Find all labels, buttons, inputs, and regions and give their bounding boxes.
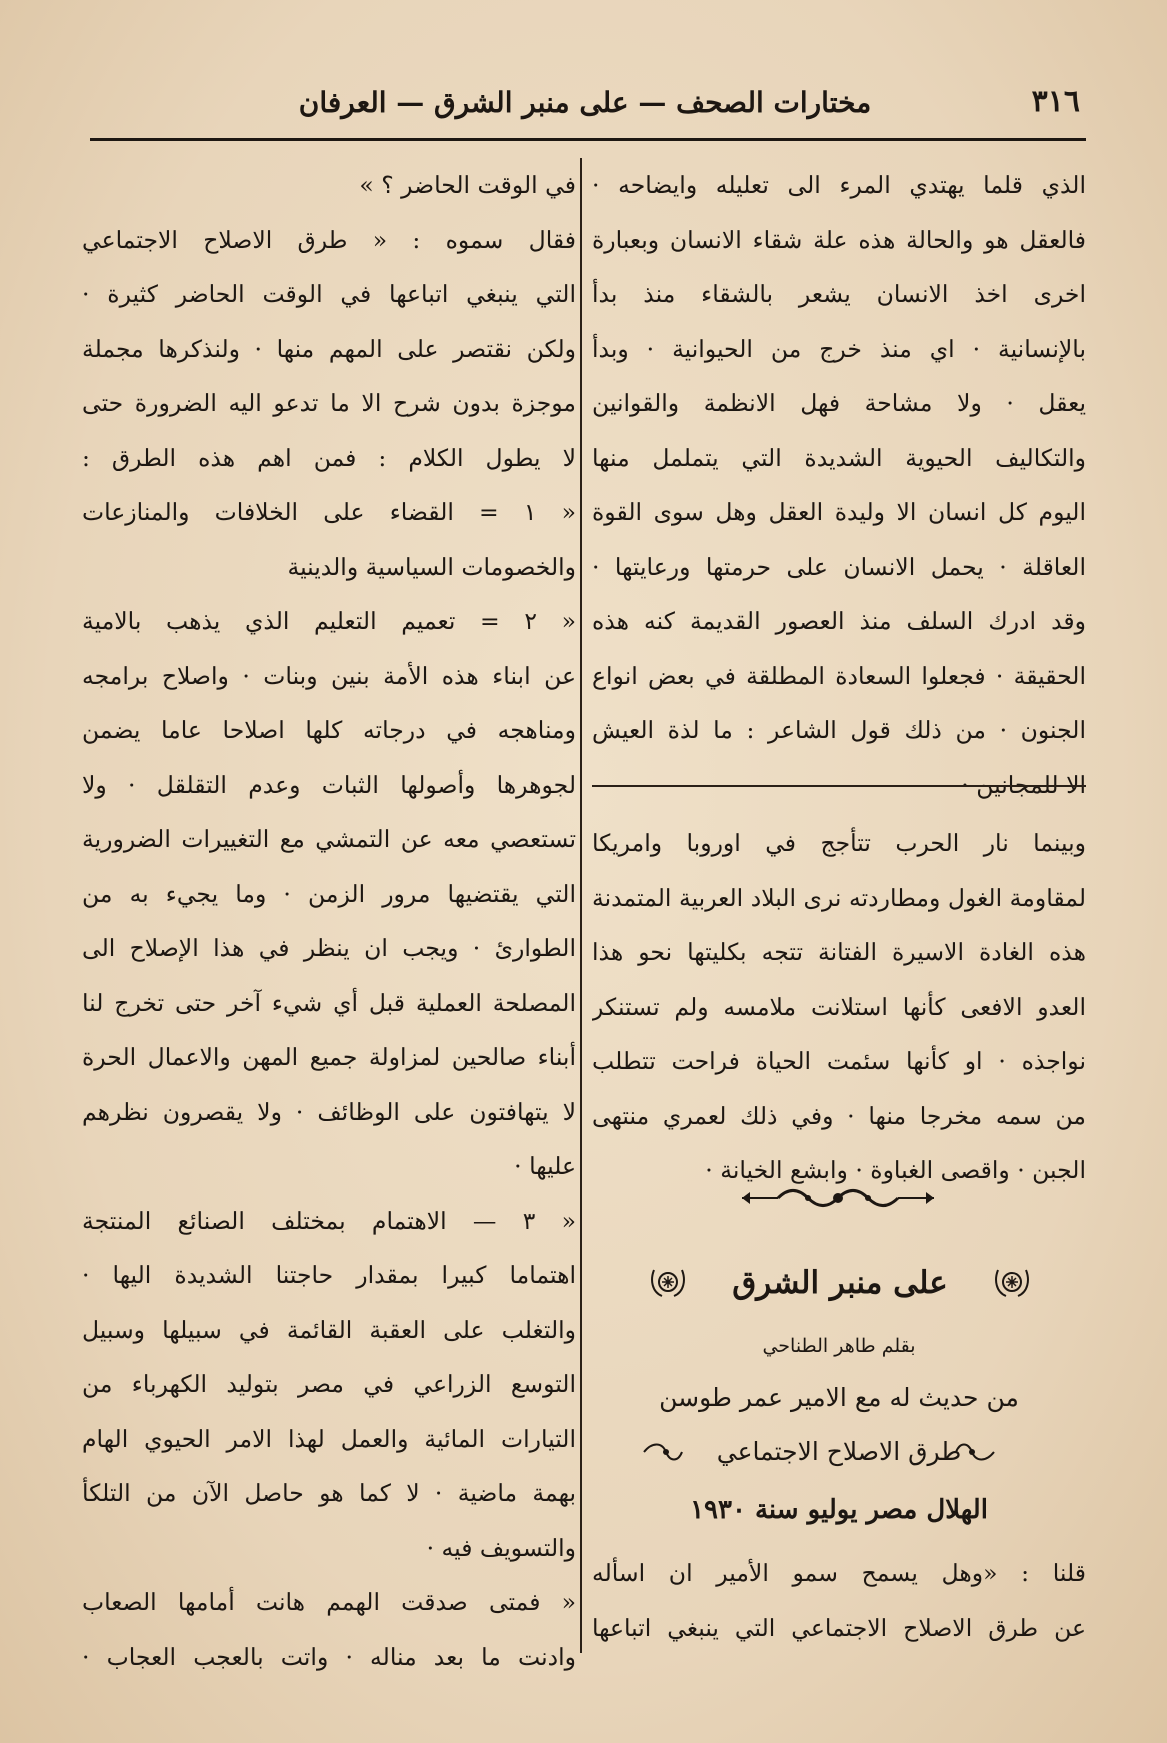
text-line: الطوارئ · ويجب ان ينظر في هذا الإصلاح الى	[82, 934, 576, 962]
text-line: فالعقل هو والحالة هذه علة شقاء الانسان وبعبارة	[592, 225, 1086, 254]
text-line: وبينما نار الحرب تتأجج في اوروبا وامريكا	[592, 829, 1086, 857]
article-subhead: من حديث له مع الامير عمر طوسن	[659, 1383, 1019, 1412]
flourish-icon	[642, 1440, 684, 1464]
page-number: ٣١٦	[1031, 84, 1080, 119]
text-line: وادنت ما بعد مناله · واتت بالعجب العجاب ·	[82, 1642, 576, 1671]
text-line: لمقاومة الغول ومطاردته نرى البلاد العربية المتمدنة	[592, 883, 1086, 912]
text-line: وقد ادرك السلف منذ العصور القديمة كنه هذه	[592, 607, 1086, 635]
text-line: موجزة بدون شرح الا ما تدعو اليه الضرورة حتى	[82, 389, 576, 417]
header-rule	[90, 138, 1086, 141]
section-divider	[592, 785, 1086, 787]
text-line: لا يطول الكلام : فمن اهم هذه الطرق :	[82, 443, 576, 472]
text-line: التوسع الزراعي في مصر بتوليد الكهرباء من	[82, 1370, 576, 1398]
text-line: المصلحة العملية قبل أي شيء آخر حتى تخرج لنا	[82, 988, 576, 1017]
text-line: فقال سموه : « طرق الاصلاح الاجتماعي	[82, 225, 576, 254]
text-line: بالإنسانية · اي منذ خرج من الحيوانية · وبدأ	[592, 334, 1086, 363]
text-line: الجنون · من ذلك قول الشاعر : ما لذة العيش	[592, 716, 1086, 744]
flourish-icon	[648, 1262, 688, 1302]
text-line: الا للمجانين ·	[961, 770, 1086, 799]
article-title: على منبر الشرق	[732, 1265, 948, 1301]
text-line: قلنا : «وهل يسمح سمو الأمير ان اسأله	[592, 1559, 1086, 1587]
byline: بقلم طاهر الطناحي	[762, 1335, 916, 1357]
text-line: عن ابناء هذه الأمة بنين وبنات · واصلاح برامجه	[82, 661, 576, 690]
text-line: ولكن نقتصر على المهم منها · ولنذكرها مجملة	[82, 334, 576, 363]
flourish-icon	[992, 1262, 1032, 1302]
text-line: والتكاليف الحيوية الشديدة التي يتململ منها	[592, 443, 1086, 472]
article-topic	[592, 1426, 1086, 1478]
text-line: يعقل · ولا مشاحة فهل الانظمة والقوانين	[592, 389, 1086, 417]
text-line: التي ينبغي اتباعها في الوقت الحاضر كثيرة ·	[82, 280, 576, 308]
text-line: العاقلة · يحمل الانسان على حرمتها ورعايتها ·	[592, 552, 1086, 581]
text-line: عليها ·	[514, 1152, 576, 1180]
text-line: والخصومات السياسية والدينية	[287, 552, 576, 581]
text-line: عن طرق الاصلاح الاجتماعي التي ينبغي اتباعها	[592, 1613, 1086, 1642]
text-line: العدو الافعى كأنها استلانت ملامسه ولم تستنكر	[592, 992, 1086, 1021]
source-citation: الهلال مصر يوليو سنة ١٩٣٠	[690, 1495, 988, 1525]
page-header	[90, 78, 1080, 136]
text-line: اخرى اخذ الانسان يشعر بالشقاء منذ بدأ	[592, 280, 1086, 308]
text-line: أبناء صالحين لمزاولة جميع المهن والاعمال الحرة	[82, 1043, 576, 1071]
text-line: تستعصي معه عن التمشي مع التغييرات الضرورية	[82, 825, 576, 853]
left-column	[82, 158, 576, 1671]
text-line: « ١ = القضاء على الخلافات والمنازعات	[82, 498, 576, 526]
text-line: هذه الغادة الاسيرة الفتانة تتجه بكليتها نحو هذا	[592, 938, 1086, 966]
interview-opening	[592, 1546, 1086, 1658]
text-line: بهمة ماضية · لا كما هو حاصل الآن من التلكأ	[82, 1479, 576, 1507]
flourish-icon	[954, 1440, 996, 1464]
text-line: لجوهرها وأصولها الثبات وعدم التقلقل · ولا	[82, 770, 576, 799]
text-line: « ٣ — الاهتمام بمختلف الصنائع المنتجة	[82, 1206, 576, 1235]
text-line: الجبن · واقصى الغباوة · وابشع الخيانة ·	[705, 1156, 1086, 1184]
text-line: اليوم كل انسان الا وليدة العقل وهل سوى القوة	[592, 498, 1086, 526]
text-line: والتسويف فيه ·	[426, 1533, 576, 1562]
text-line: « فمتى صدقت الهمم هانت أمامها الصعاب	[82, 1588, 576, 1616]
text-line: نواجذه · او كأنها سئمت الحياة فراحت تتطلب	[592, 1047, 1086, 1075]
text-line: في الوقت الحاضر ؟ »	[359, 171, 576, 199]
text-line: والتغلب على العقبة القائمة في سبيلها وسبيل	[82, 1315, 576, 1344]
text-line: التي يقتضيها مرور الزمن · وما يجيء به من	[82, 879, 576, 908]
text-line: من سمه مخرجا منها · وفي ذلك لعمري منتهى	[592, 1101, 1086, 1130]
text-line: اهتماما كبيرا بمقدار حاجتنا الشديدة اليها ·	[82, 1261, 576, 1289]
ornamental-divider	[738, 1184, 938, 1212]
text-line: ومناهجه في درجاته كلها اصلاحا عاما يضمن	[82, 716, 576, 744]
text-line: الحقيقة · فجعلوا السعادة المطلقة في بعض انواع	[592, 661, 1086, 690]
article-topic-text: طرق الاصلاح الاجتماعي	[716, 1437, 962, 1466]
text-line: « ٢ = تعميم التعليم الذي يذهب بالامية	[82, 607, 576, 635]
running-head: مختارات الصحف — على منبر الشرق — العرفان	[298, 86, 872, 119]
text-line: التيارات المائية والعمل لهذا الامر الحيوي الهام	[82, 1424, 576, 1453]
text-line: لا يتهافتون على الوظائف · ولا يقصرون نظرهم	[82, 1097, 576, 1126]
text-line: الذي قلما يهتدي المرء الى تعليله وايضاحه ·	[592, 171, 1086, 199]
article-heading	[640, 1248, 1040, 1318]
column-divider	[580, 158, 582, 1653]
